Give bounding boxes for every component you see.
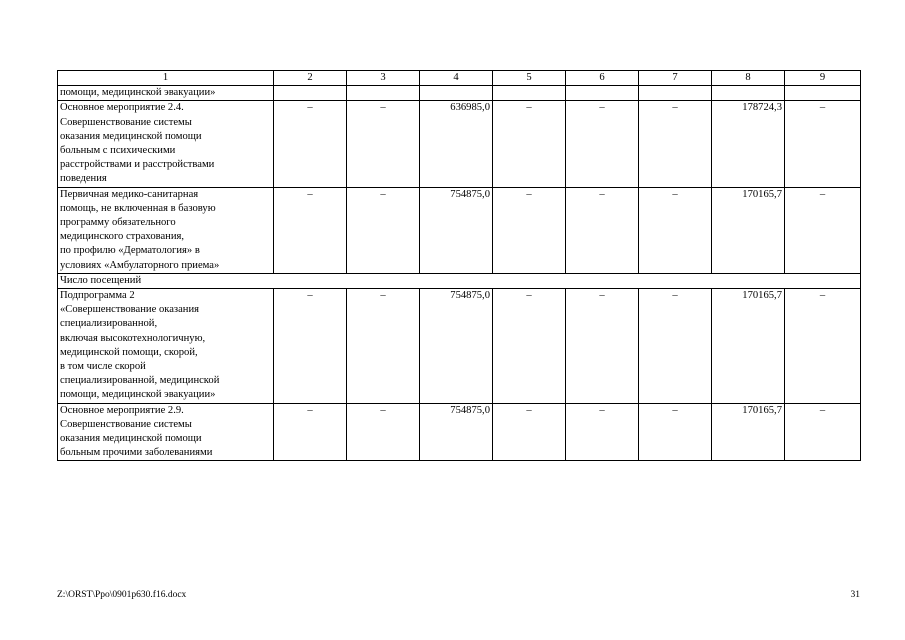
header-cell-5: 5 xyxy=(493,71,566,86)
row-value-cell-2: – xyxy=(274,289,347,404)
header-cell-2: 2 xyxy=(274,71,347,86)
row-value-cell-8: 170165,7 xyxy=(712,187,785,273)
row-value-cell-8: 170165,7 xyxy=(712,403,785,461)
row-value-cell-2: – xyxy=(274,403,347,461)
row-value-cell-5 xyxy=(493,86,566,101)
row-value-cell-7: – xyxy=(639,403,712,461)
row-value-cell-9: – xyxy=(785,289,861,404)
row-value-cell-4: 754875,0 xyxy=(420,289,493,404)
row-value-cell-9 xyxy=(785,86,861,101)
row-value-cell-7 xyxy=(639,86,712,101)
footer-file-path: Z:\ORST\Ppo\0901p630.f16.docx xyxy=(57,590,187,600)
row-value-cell-4: 636985,0 xyxy=(420,101,493,187)
row-value-cell-8: 170165,7 xyxy=(712,289,785,404)
row-value-cell-9: – xyxy=(785,101,861,187)
row-description-cell: Основное мероприятие 2.4. Совершенствование системы оказания медицинской помощи больным с психическими расстройствами и расстройствами поведения xyxy=(58,101,274,187)
row-value-cell-5: – xyxy=(493,187,566,273)
row-value-cell-5: – xyxy=(493,101,566,187)
table-body xyxy=(58,71,861,461)
table-header-row xyxy=(58,71,861,86)
row-value-cell-3: – xyxy=(347,101,420,187)
row-value-cell-6: – xyxy=(566,101,639,187)
row-value-cell-2 xyxy=(274,86,347,101)
header-cell-4: 4 xyxy=(420,71,493,86)
row-value-cell-6: – xyxy=(566,289,639,404)
data-table xyxy=(57,70,861,461)
row-value-cell-7: – xyxy=(639,187,712,273)
table-row xyxy=(58,86,861,101)
table-row xyxy=(58,403,861,461)
row-value-cell-3: – xyxy=(347,289,420,404)
row-value-cell-5: – xyxy=(493,403,566,461)
row-value-cell-2: – xyxy=(274,101,347,187)
row-description-cell: Подпрограмма 2 «Совершенствование оказания специализированной, включая высокотехнологичную, медицинской помощи, скорой, в том числе скорой специализированной, медицинской помощи, медицинской эвакуации» xyxy=(58,289,274,404)
row-value-cell-5: – xyxy=(493,289,566,404)
table-row xyxy=(58,289,861,404)
row-value-cell-3: – xyxy=(347,403,420,461)
row-value-cell-4 xyxy=(420,86,493,101)
footer-page-number: 31 xyxy=(850,590,860,600)
row-value-cell-6: – xyxy=(566,403,639,461)
row-value-cell-6 xyxy=(566,86,639,101)
row-value-cell-3: – xyxy=(347,187,420,273)
header-cell-7: 7 xyxy=(639,71,712,86)
row-value-cell-9: – xyxy=(785,403,861,461)
row-value-cell-4: 754875,0 xyxy=(420,187,493,273)
row-value-cell-9: – xyxy=(785,187,861,273)
table-row xyxy=(58,187,861,273)
row-value-cell-6: – xyxy=(566,187,639,273)
row-value-cell-8 xyxy=(712,86,785,101)
row-value-cell-3 xyxy=(347,86,420,101)
header-cell-8: 8 xyxy=(712,71,785,86)
row-value-cell-7: – xyxy=(639,289,712,404)
row-description-cell: помощи, медицинской эвакуации» xyxy=(58,86,274,101)
header-cell-9: 9 xyxy=(785,71,861,86)
row-description-cell: Основное мероприятие 2.9. Совершенствование системы оказания медицинской помощи больным прочими заболеваниями xyxy=(58,403,274,461)
row-value-cell-8: 178724,3 xyxy=(712,101,785,187)
row-value-cell-4: 754875,0 xyxy=(420,403,493,461)
table-row xyxy=(58,273,861,288)
row-value-cell-7: – xyxy=(639,101,712,187)
row-value-cell-2: – xyxy=(274,187,347,273)
row-description-cell: Первичная медико-санитарная помощь, не включенная в базовую программу обязательного медицинского страхования, по профилю «Дерматология» в условиях «Амбулаторного приема» xyxy=(58,187,274,273)
table-section-label: Число посещений xyxy=(58,273,861,288)
header-cell-6: 6 xyxy=(566,71,639,86)
header-cell-1: 1 xyxy=(58,71,274,86)
table-row xyxy=(58,101,861,187)
header-cell-3: 3 xyxy=(347,71,420,86)
